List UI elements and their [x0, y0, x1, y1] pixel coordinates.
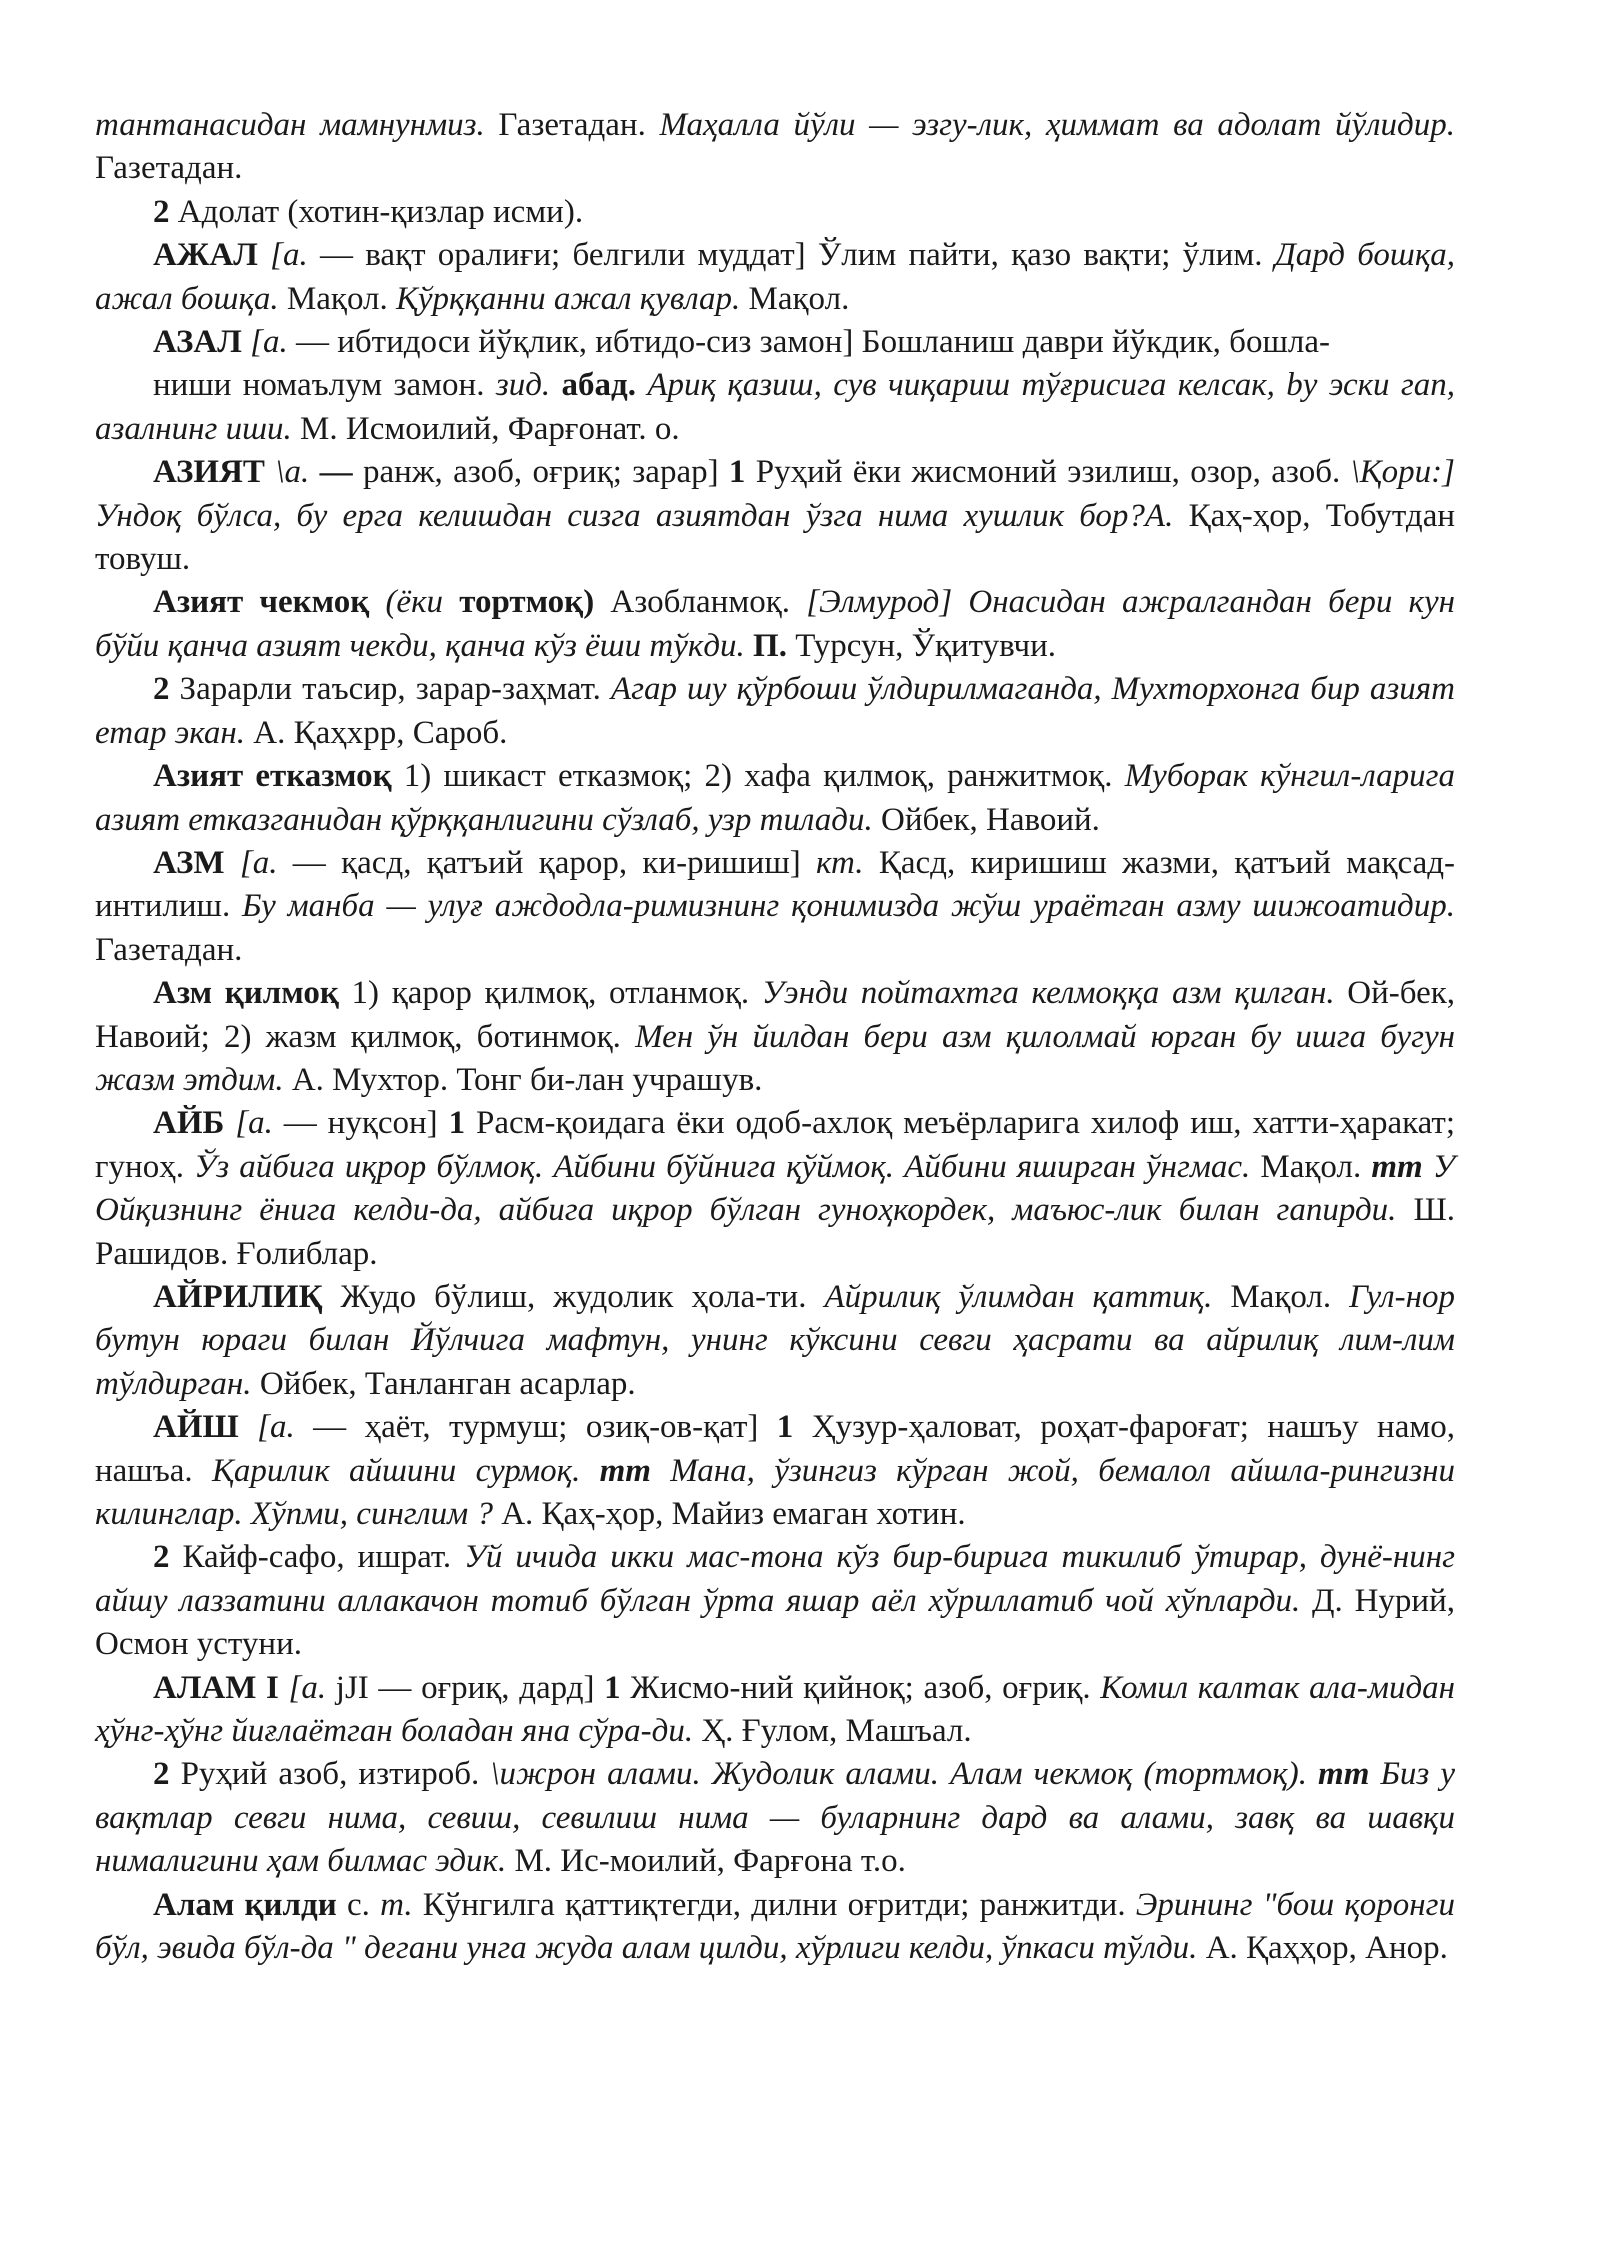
- entry-italic-text: Мана, ўзингиз кўрган жой, бемалол айшла-рингизни килинглар. Хўпми, синглим ?: [95, 1452, 1456, 1532]
- entry-italic-text: кт.: [816, 844, 864, 881]
- entry-bold-text: Алам қилди: [153, 1886, 337, 1923]
- dictionary-entry-paragraph: [95, 581, 1455, 668]
- entry-text: [443, 584, 459, 620]
- entry-text: [550, 367, 561, 403]
- entry-bold-text: 1: [448, 1105, 466, 1142]
- entry-text: [636, 367, 647, 403]
- dictionary-entry-paragraph: [95, 1276, 1455, 1406]
- entry-text: [1307, 1756, 1318, 1792]
- entry-italic-text: Бу манба — улуғ аждодла-римизнинг қонимизда жўш ураётган азму шижоатидир.: [242, 888, 1455, 925]
- entry-italic-text: Уй ичида икки мас-тона кўз бир-бирига тикилиб ўтирар, дунё-нинг айшу лаззатини аллакачон тотиб бўлган ўрта яшар аёл хўриллатиб чой хўпларди.: [95, 1539, 1455, 1619]
- entry-text: Кўнгилга қаттиқтегди, дилни оғритди; ранжитди.: [412, 1886, 1136, 1923]
- entry-text: Зарарли таъсир, зарар-заҳмат.: [169, 671, 611, 708]
- entry-bold-text: АЛАМ I: [153, 1669, 279, 1706]
- entry-text: [651, 1453, 670, 1489]
- entry-bold-text: АЙРИЛИҚ: [153, 1278, 323, 1315]
- dictionary-entry-paragraph: [95, 191, 1455, 234]
- entry-bold-text: 1: [776, 1409, 794, 1446]
- dictionary-entry-paragraph: [95, 451, 1455, 581]
- dictionary-entry-paragraph: [95, 1102, 1455, 1276]
- entry-italic-text: Биз у вақтлар севги нима, севиш, севилиш нима — буларнинг дард ва алами, завқ ва шавқи нималигини ҳам билмас эдик.: [95, 1756, 1456, 1880]
- entry-italic-text: Айрилиқ ўлимдан қаттиқ.: [824, 1278, 1213, 1315]
- entry-text: Газетадан.: [95, 150, 243, 187]
- entry-text: М. Ис-моилий, Фарғона т.о.: [506, 1843, 906, 1880]
- entry-bold-text: тт: [1371, 1148, 1423, 1185]
- entry-text: Жудо бўлиш, жудолик ҳола-ти.: [322, 1278, 825, 1315]
- entry-bold-text: АЗИЯТ: [153, 454, 265, 491]
- entry-text: — ибтидоси йўқлик, ибтидо-сиз замон] Бошланиш даври йўкдик, бошла-: [287, 324, 1330, 361]
- entry-bold-text: Азият етказмоқ: [153, 758, 392, 795]
- dictionary-entry-paragraph: [95, 234, 1455, 321]
- entry-bold-text: Азият чекмоқ: [153, 584, 370, 621]
- entry-text: А. Қаҳҳор, Анор.: [1197, 1930, 1448, 1967]
- entry-italic-text: зид.: [495, 367, 551, 404]
- entry-italic-text: [а.: [239, 844, 278, 881]
- entry-italic-text: Маҳалла йўли — эзгу-лик, ҳиммат ва адолат йўлидир.: [659, 107, 1455, 143]
- entry-italic-text: Агар шу қўрбоши ўлдирилмаганда, Мухторхонга бир азият етар экан.: [95, 671, 1455, 751]
- entry-text: [265, 454, 275, 490]
- entry-text: 1) шикаст етказмоқ; 2) хафа қилмоқ, ранжитмоқ.: [391, 758, 1125, 795]
- entry-italic-text: Дард бошқа, ажал бошқа.: [95, 237, 1456, 317]
- entry-text: Мақол.: [740, 280, 850, 317]
- dictionary-entry-paragraph: [95, 1406, 1455, 1536]
- entry-text: А. Қаҳхрр, Сароб.: [244, 714, 508, 751]
- entry-text: Ҳузур-ҳаловат, роҳат-фароғат; нашъу намо, нашъа.: [95, 1409, 1455, 1489]
- entry-text: Мақол.: [1250, 1148, 1372, 1185]
- entry-text: [580, 1453, 599, 1489]
- dictionary-entry-paragraph: [95, 842, 1455, 972]
- dictionary-entry-paragraph: [95, 668, 1455, 755]
- entry-italic-text: У Ойқизнинг ёнига келди-да, айбига иқрор бўлган гуноҳкордек, маъюс-лик билан гапирди.: [95, 1148, 1455, 1229]
- entry-text: Мақол.: [1212, 1278, 1350, 1315]
- entry-text: [224, 1105, 235, 1141]
- entry-italic-text: Қўрққанни ажал қувлар.: [395, 280, 741, 317]
- dictionary-entry-paragraph: [95, 1753, 1455, 1883]
- entry-italic-text: [Элмурод] Онасидан ажралгандан бери кун бўйи қанча азият чекди, қанча кўз ёши тўкди.: [95, 584, 1456, 664]
- entry-italic-text: \а.: [275, 454, 310, 491]
- entry-text: Ойбек, Навоий.: [872, 801, 1100, 838]
- entry-text: Қасд, киришиш жазми, қатъий мақсад-интилиш.: [95, 844, 1455, 925]
- entry-text: Руҳий ёки жисмоний эзилиш, озор, азоб.: [745, 454, 1351, 491]
- entry-text: с.: [336, 1886, 381, 1923]
- entry-bold-text: тт: [1318, 1756, 1370, 1793]
- entry-italic-text: Қарилик айшини сурмоқ.: [211, 1452, 581, 1489]
- entry-italic-text: Эрининг "бош қоронги бўл, эвида бўл-да " дегани унга жуда алам цилди, хўрлиги келди, ўпкаси тўлди.: [95, 1886, 1456, 1967]
- entry-italic-text: Ариқ қазиш, сув чиқариш тўғрисига келсак, bу эски гап, азалнинг иши.: [95, 367, 1456, 447]
- entry-bold-text: —: [319, 454, 353, 491]
- entry-italic-text: Уэнди пойтахтга келмоққа азм қилган.: [761, 975, 1335, 1012]
- entry-text: 1) қарор қилмоқ, отланмоқ.: [338, 975, 762, 1012]
- entry-bold-text: 2: [153, 193, 170, 230]
- dictionary-page: [95, 104, 1455, 1970]
- entry-text: — қасд, қатъий қарор, ки-ришиш]: [277, 844, 817, 881]
- entry-text: А. Қаҳ-ҳор, Майиз емаган хотин.: [492, 1496, 966, 1532]
- entry-bold-text: 1: [728, 454, 746, 491]
- entry-italic-text: (ёки: [385, 584, 444, 621]
- entry-bold-text: АЗМ: [153, 844, 225, 881]
- entry-text: Д. Нурий, Осмон устуни.: [95, 1582, 1455, 1663]
- entry-italic-text: [а.: [288, 1669, 327, 1706]
- entry-text: [1369, 1756, 1380, 1792]
- entry-italic-text: Ўз айбига иқрор бўлмоқ. Айбини бўйнига қўймоқ. Айбини яширган ўнгмас.: [194, 1148, 1251, 1185]
- entry-italic-text: Муборак кўнгил-ларига азият етказганидан қўрққанлигини сўзлаб, узр тилади.: [95, 758, 1455, 838]
- entry-text: ниши номаълум замон.: [153, 367, 496, 404]
- entry-bold-text: 1: [604, 1669, 621, 1706]
- dictionary-entry-paragraph: [95, 104, 1455, 191]
- entry-text: Ш. Рашидов. Ғолиблар.: [95, 1192, 1455, 1272]
- entry-text: ранж, азоб, оғриқ; зарар]: [352, 454, 729, 491]
- entry-text: Адолат (хотин-қизлар исми).: [169, 193, 584, 230]
- entry-text: Мақол.: [278, 280, 396, 317]
- entry-text: А. Мухтор. Тонг би-лан учрашув.: [283, 1061, 763, 1098]
- entry-italic-text: [а.: [257, 1409, 295, 1446]
- entry-bold-text: тт: [599, 1452, 651, 1489]
- entry-text: [1423, 1149, 1433, 1185]
- entry-bold-text: Азм қилмоқ: [153, 975, 339, 1012]
- entry-text: — нуқсон]: [272, 1105, 449, 1142]
- dictionary-entry-paragraph: [95, 321, 1455, 364]
- entry-italic-text: \ижрон алами. Жудолик алами. Алам чекмоқ (тортмоқ).: [490, 1756, 1307, 1793]
- entry-bold-text: 2: [153, 671, 170, 708]
- entry-bold-text: 2: [153, 1539, 170, 1576]
- dictionary-entry-paragraph: [95, 1884, 1455, 1971]
- dictionary-entry-paragraph: [95, 364, 1455, 451]
- entry-italic-text: т.: [380, 1886, 413, 1923]
- entry-italic-text: тантанасидан мамнунмиз.: [95, 107, 485, 143]
- entry-bold-text: тортмоқ): [459, 584, 595, 621]
- entry-text: Руҳий азоб, изтироб.: [169, 1756, 491, 1793]
- entry-bold-text: АЙБ: [153, 1105, 225, 1142]
- entry-bold-text: АЖАЛ: [153, 237, 258, 274]
- entry-text: Азобланмоқ.: [594, 584, 807, 621]
- entry-text: Турсун, Ўқитувчи.: [786, 627, 1056, 664]
- entry-italic-text: [а.: [235, 1105, 273, 1142]
- entry-text: Жисмо-ний қийноқ; азоб, оғриқ.: [620, 1669, 1101, 1706]
- dictionary-entry-paragraph: [95, 1536, 1455, 1666]
- entry-italic-text: [а.: [270, 237, 308, 274]
- entry-text: Кайф-сафо, ишрат.: [169, 1539, 465, 1576]
- entry-text: [745, 628, 753, 664]
- entry-text: jJI — оғриқ, дард]: [326, 1669, 605, 1706]
- entry-text: [239, 1409, 257, 1445]
- entry-text: Ой-бек, Навоий; 2) жазм қилмоқ, ботинмоқ.: [95, 975, 1456, 1055]
- entry-bold-text: абад.: [561, 367, 636, 404]
- entry-text: — вақт оралиғи; белгили муддат] Ўлим пайти, қазо вақти; ўлим.: [307, 237, 1275, 274]
- entry-bold-text: 2: [153, 1756, 170, 1793]
- entry-bold-text: АЗАЛ: [153, 324, 242, 361]
- dictionary-entry-paragraph: [95, 972, 1455, 1102]
- dictionary-entry-paragraph: [95, 755, 1455, 842]
- dictionary-entry-paragraph: [95, 1667, 1455, 1754]
- entry-text: Расм-қоидага ёки одоб-ахлоқ меъёрларига хилоф иш, хатти-ҳаракат; гуноҳ.: [95, 1105, 1456, 1185]
- entry-text: — ҳаёт, турмуш; озиқ-ов-қат]: [294, 1409, 777, 1446]
- entry-bold-text: АЙШ: [153, 1409, 239, 1446]
- entry-text: М. Исмоилий, Фарғонат. о.: [291, 410, 680, 447]
- entry-italic-text: Гул-нор бутун юраги билан Йўлчига мафтун, унинг кўксини севги ҳасрати ва айрилиқ лим-лим тўлдирган.: [95, 1278, 1455, 1402]
- entry-text: [258, 237, 270, 273]
- entry-italic-text: \Қори:] Ундоқ бўлса, бу ерга келишдан сизга азиятдан ўзга нима хушлик бор?А.: [95, 454, 1456, 534]
- entry-text: [369, 584, 385, 620]
- entry-text: Газетадан.: [95, 931, 243, 968]
- entry-text: Газетадан.: [484, 107, 660, 143]
- entry-italic-text: Комил калтак ала-мидан ҳўнг-ҳўнг йиғлаётган боладан яна сўра-ди.: [95, 1669, 1456, 1750]
- entry-italic-text: Мен ўн йилдан бери азм қилолмай юрган бу ишга бугун жазм этдим.: [95, 1018, 1455, 1098]
- entry-italic-text: [а.: [250, 324, 288, 361]
- entry-bold-text: П.: [753, 627, 787, 664]
- entry-text: [309, 454, 319, 490]
- entry-text: [225, 845, 240, 881]
- entry-text: Ҳ. Ғулом, Машъал.: [693, 1713, 972, 1750]
- entry-text: Қаҳ-ҳор, Тобутдан товуш.: [95, 497, 1455, 578]
- entry-text: Ойбек, Танланган асарлар.: [251, 1365, 636, 1402]
- entry-text: [242, 324, 250, 360]
- entry-text: [279, 1670, 289, 1706]
